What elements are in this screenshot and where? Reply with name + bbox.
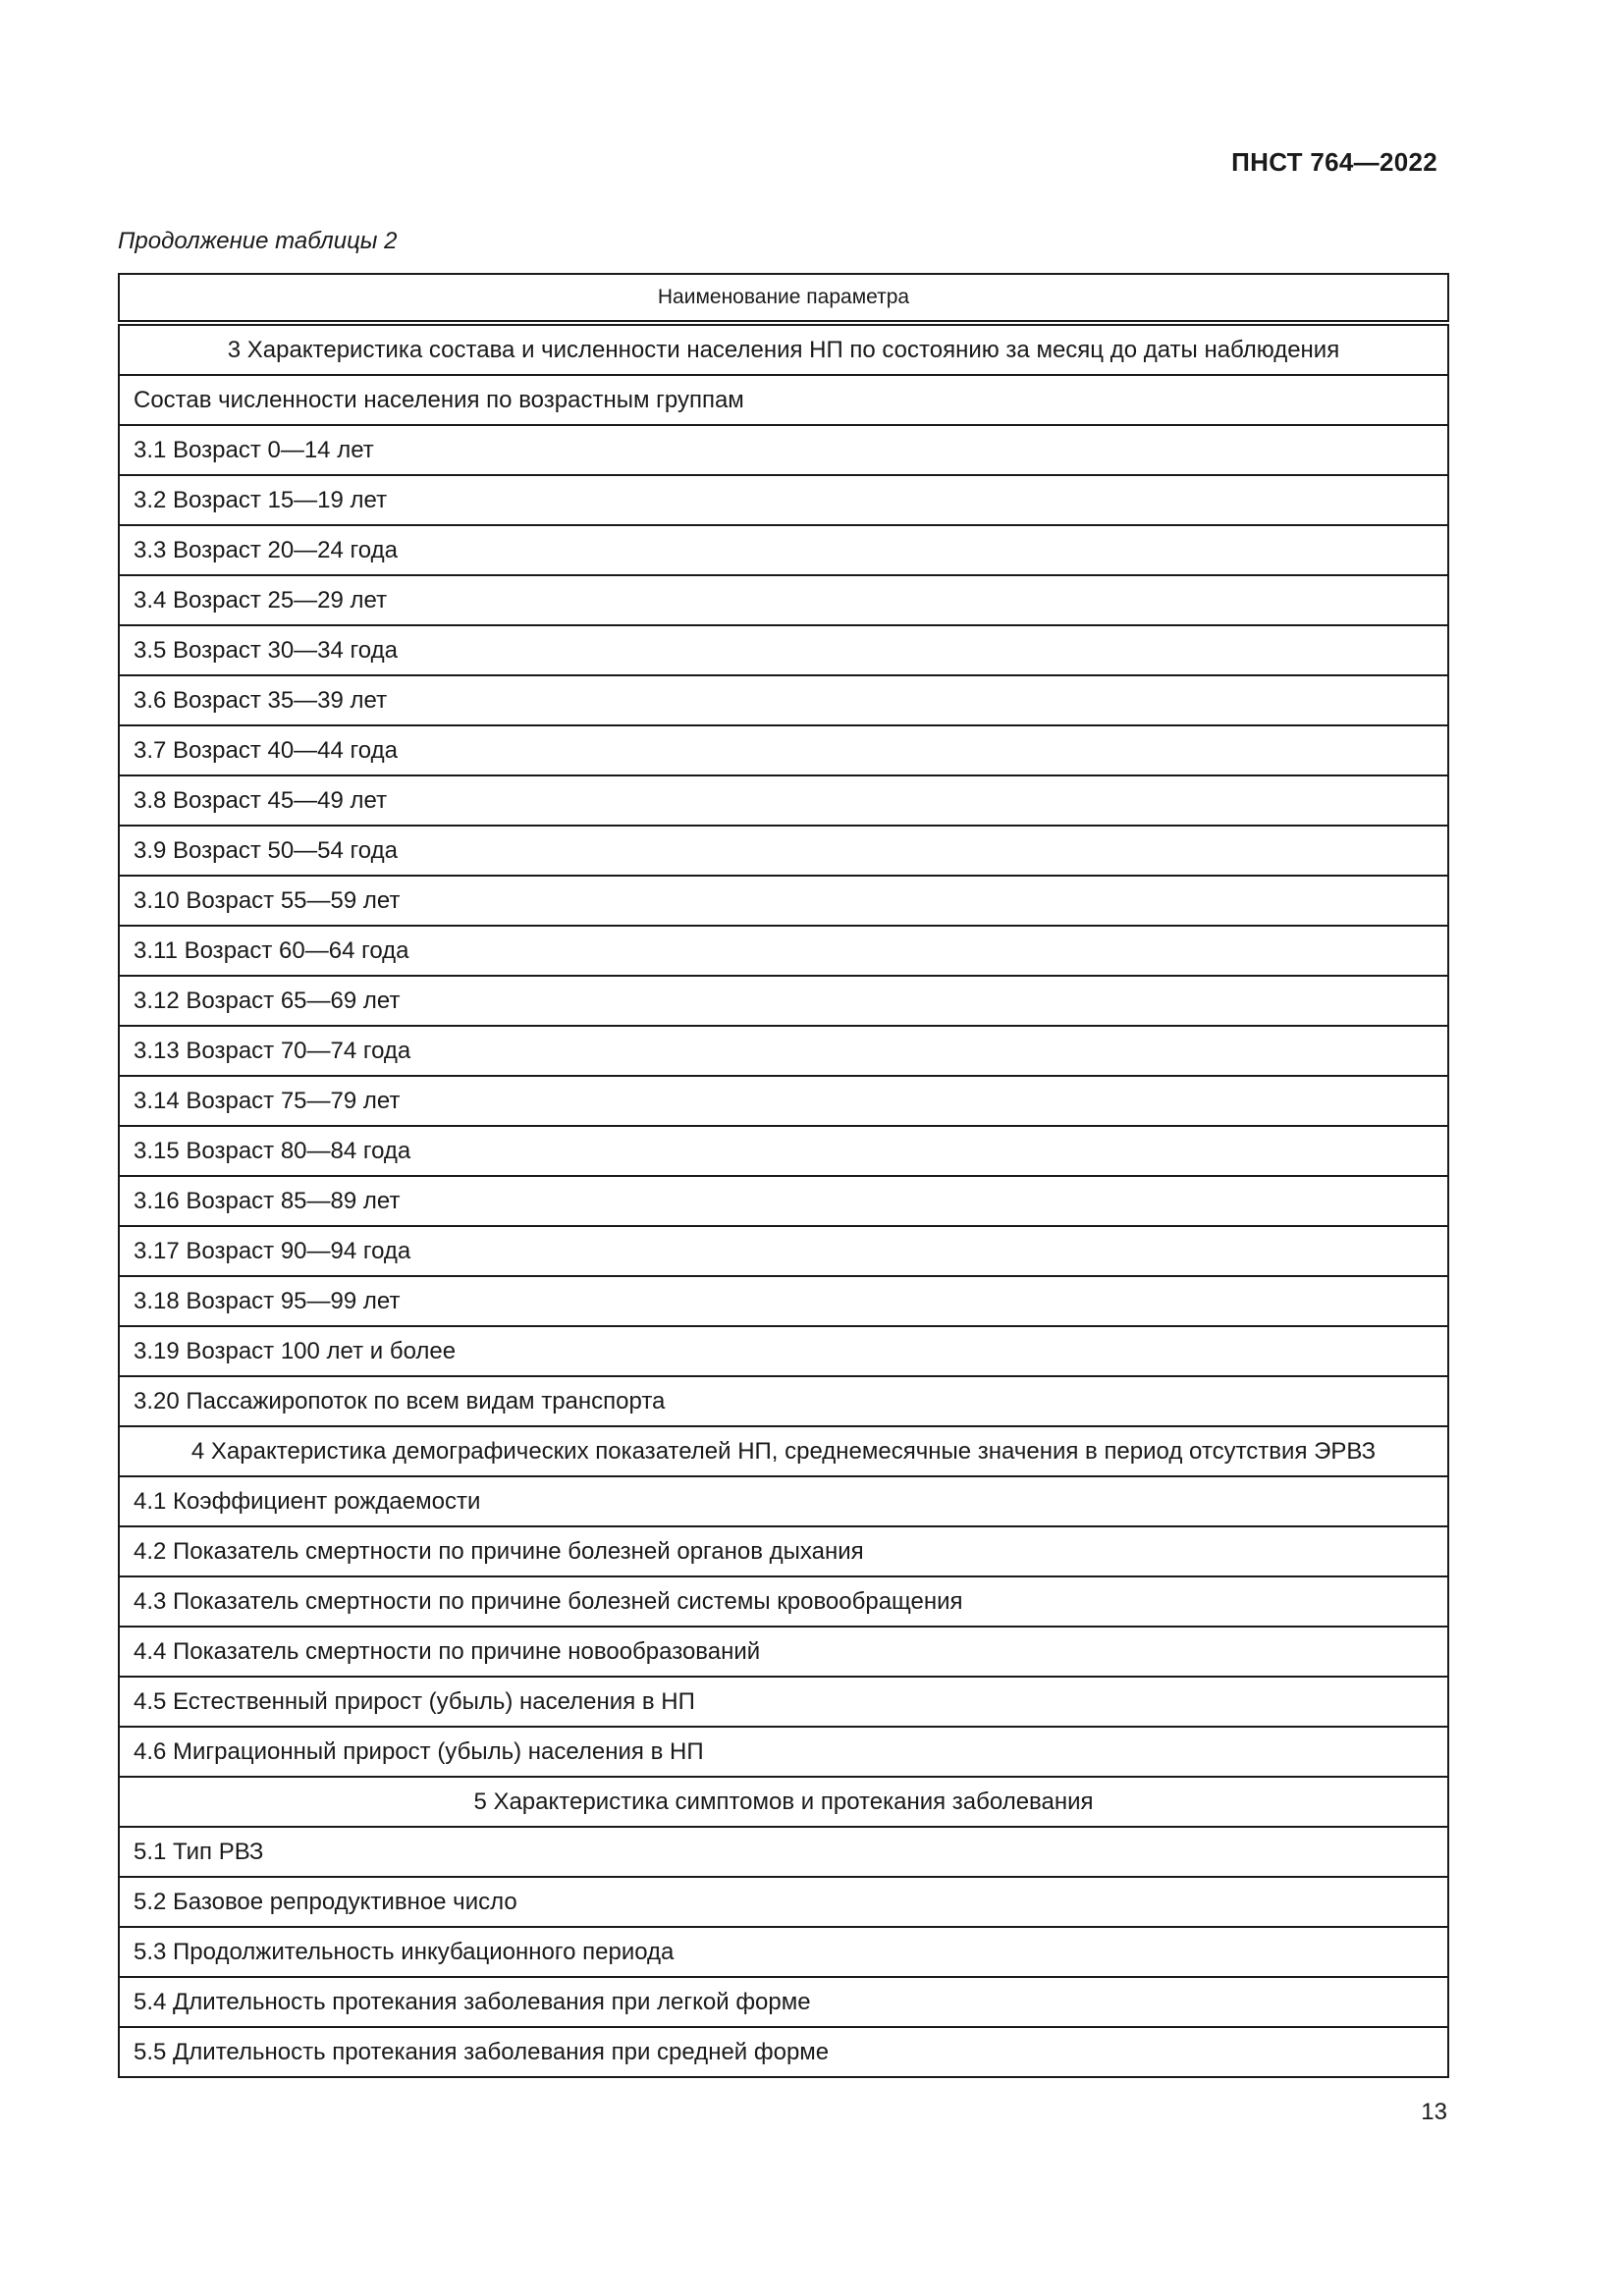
- parameter-cell: 4.6 Миграционный прирост (убыль) населения в НП: [119, 1727, 1448, 1777]
- table-row: [119, 475, 1448, 525]
- table-row: [119, 1026, 1448, 1076]
- parameter-cell: 3.3 Возраст 20—24 года: [119, 525, 1448, 575]
- parameter-cell: 3.11 Возраст 60—64 года: [119, 926, 1448, 976]
- parameter-cell: 3.8 Возраст 45—49 лет: [119, 775, 1448, 826]
- table-row: [119, 1877, 1448, 1927]
- table-row: [119, 1576, 1448, 1627]
- parameter-cell: 3.6 Возраст 35—39 лет: [119, 675, 1448, 725]
- table-row: [119, 675, 1448, 725]
- table-row: [119, 876, 1448, 926]
- table-row: [119, 1827, 1448, 1877]
- table-row: [119, 575, 1448, 625]
- parameter-cell: 3.20 Пассажиропоток по всем видам транспорта: [119, 1376, 1448, 1426]
- table-row: [119, 1526, 1448, 1576]
- parameter-cell: 3.15 Возраст 80—84 года: [119, 1126, 1448, 1176]
- table-row: [119, 1276, 1448, 1326]
- parameter-cell: 5.5 Длительность протекания заболевания при средней форме: [119, 2027, 1448, 2077]
- table-row: [119, 625, 1448, 675]
- table-row: [119, 375, 1448, 425]
- parameter-cell: 5.3 Продолжительность инкубационного периода: [119, 1927, 1448, 1977]
- table-row: [119, 926, 1448, 976]
- table-section-row: [119, 1426, 1448, 1476]
- section-heading-cell: 4 Характеристика демографических показателей НП, среднемесячные значения в период отсутствия ЭРВЗ: [119, 1426, 1448, 1476]
- parameter-cell: 3.13 Возраст 70—74 года: [119, 1026, 1448, 1076]
- table-row: [119, 1126, 1448, 1176]
- parameter-cell: 3.18 Возраст 95—99 лет: [119, 1276, 1448, 1326]
- parameter-cell: 5.1 Тип РВЗ: [119, 1827, 1448, 1877]
- section-heading-cell: 5 Характеристика симптомов и протекания заболевания: [119, 1777, 1448, 1827]
- parameter-cell: 3.1 Возраст 0—14 лет: [119, 425, 1448, 475]
- table-row: [119, 2027, 1448, 2077]
- parameter-cell: 3.12 Возраст 65—69 лет: [119, 976, 1448, 1026]
- table-row: [119, 976, 1448, 1026]
- table-section-row: [119, 323, 1448, 375]
- parameter-cell: 4.3 Показатель смертности по причине болезней системы кровообращения: [119, 1576, 1448, 1627]
- parameter-cell: 3.4 Возраст 25—29 лет: [119, 575, 1448, 625]
- parameter-cell: 3.7 Возраст 40—44 года: [119, 725, 1448, 775]
- table-row: [119, 1627, 1448, 1677]
- table-row: [119, 1176, 1448, 1226]
- parameter-cell: 3.19 Возраст 100 лет и более: [119, 1326, 1448, 1376]
- table-row: [119, 1326, 1448, 1376]
- parameter-cell: 5.2 Базовое репродуктивное число: [119, 1877, 1448, 1927]
- table-row: [119, 525, 1448, 575]
- parameters-table: [118, 273, 1449, 2078]
- parameter-cell: 3.9 Возраст 50—54 года: [119, 826, 1448, 876]
- table-header-row: [119, 274, 1448, 323]
- parameter-cell: 3.5 Возраст 30—34 года: [119, 625, 1448, 675]
- parameter-cell: 4.5 Естественный прирост (убыль) населения в НП: [119, 1677, 1448, 1727]
- page-number: 13: [1421, 2099, 1447, 2125]
- table-row: [119, 425, 1448, 475]
- table-body: [119, 323, 1448, 2077]
- parameter-cell: 3.16 Возраст 85—89 лет: [119, 1176, 1448, 1226]
- table-row: [119, 826, 1448, 876]
- document-code: ПНСТ 764—2022: [1231, 147, 1437, 177]
- parameter-cell: 3.2 Возраст 15—19 лет: [119, 475, 1448, 525]
- table-row: [119, 1677, 1448, 1727]
- table-continuation-label: Продолжение таблицы 2: [118, 228, 398, 254]
- table-row: [119, 1226, 1448, 1276]
- parameter-cell: 4.4 Показатель смертности по причине новообразований: [119, 1627, 1448, 1677]
- table-row: [119, 1977, 1448, 2027]
- table-row: [119, 1476, 1448, 1526]
- section-heading-cell: 3 Характеристика состава и численности населения НП по состоянию за месяц до даты наблюдения: [119, 323, 1448, 375]
- table-row: [119, 775, 1448, 826]
- parameter-cell: 3.14 Возраст 75—79 лет: [119, 1076, 1448, 1126]
- parameter-cell: 3.10 Возраст 55—59 лет: [119, 876, 1448, 926]
- table-row: [119, 1927, 1448, 1977]
- table-row: [119, 1076, 1448, 1126]
- parameter-cell: 4.2 Показатель смертности по причине болезней органов дыхания: [119, 1526, 1448, 1576]
- parameter-cell: 4.1 Коэффициент рождаемости: [119, 1476, 1448, 1526]
- parameter-cell: 5.4 Длительность протекания заболевания при легкой форме: [119, 1977, 1448, 2027]
- table-section-row: [119, 1777, 1448, 1827]
- column-header-parameter-name: Наименование параметра: [119, 274, 1448, 323]
- parameter-cell: Состав численности населения по возрастным группам: [119, 375, 1448, 425]
- table-row: [119, 725, 1448, 775]
- table-row: [119, 1376, 1448, 1426]
- table-row: [119, 1727, 1448, 1777]
- parameter-cell: 3.17 Возраст 90—94 года: [119, 1226, 1448, 1276]
